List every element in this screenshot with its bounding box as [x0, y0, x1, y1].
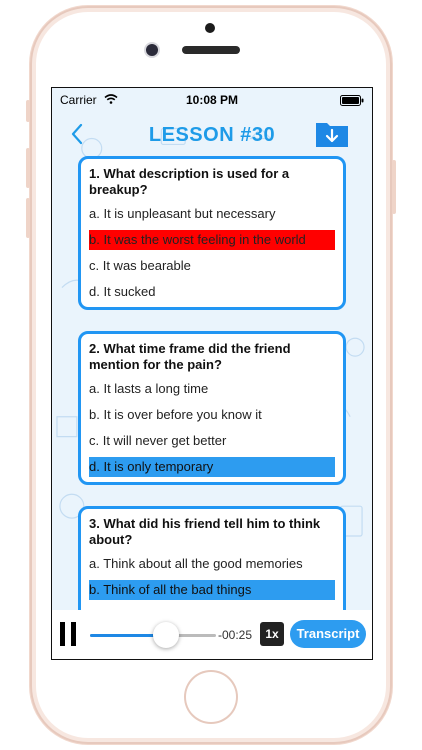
question-text: 3. What did his friend tell him to think about?	[89, 516, 321, 547]
playback-speed-button[interactable]: 1x	[260, 622, 284, 646]
question-card-1	[78, 156, 346, 310]
answer-option-b[interactable]: b. It is over before you know it	[89, 407, 262, 422]
front-camera	[146, 44, 158, 56]
answer-option-d[interactable]: d. It sucked	[89, 284, 156, 299]
mute-switch	[26, 100, 30, 122]
home-button[interactable]	[184, 670, 238, 724]
nav-bar	[52, 114, 372, 154]
answer-option-b-correct[interactable]: b. Think of all the bad things	[89, 580, 335, 600]
answer-option-a[interactable]: a. It lasts a long time	[89, 381, 209, 396]
power-button	[392, 160, 396, 214]
app-screen	[51, 87, 373, 660]
audio-player-bar	[52, 610, 372, 660]
battery-icon	[340, 95, 364, 106]
transcript-button[interactable]: Transcript	[290, 620, 366, 648]
folder-download-icon[interactable]	[314, 119, 350, 149]
question-text: 2. What time frame did the friend mention for the pain?	[89, 341, 291, 372]
time-remaining: -00:25	[218, 628, 253, 642]
answer-option-b-wrong[interactable]: b. It was the worst feeling in the world	[89, 230, 335, 250]
question-card-2	[78, 331, 346, 485]
earpiece-speaker	[182, 46, 240, 54]
progress-track[interactable]	[90, 634, 216, 637]
clock: 10:08 PM	[185, 93, 239, 107]
volume-down-button	[26, 198, 30, 238]
answer-option-d-correct[interactable]: d. It is only temporary	[89, 457, 335, 477]
question-text: 1. What description is used for a breakup?	[89, 166, 290, 197]
lesson-title: LESSON #30	[148, 124, 276, 146]
answer-option-c[interactable]: c. It was bearable	[89, 258, 191, 273]
progress-knob[interactable]	[153, 622, 179, 648]
pause-icon[interactable]	[60, 622, 78, 646]
carrier-label: Carrier	[60, 93, 97, 107]
answer-option-a[interactable]: a. It is unpleasant but necessary	[89, 206, 276, 221]
status-bar	[52, 88, 372, 112]
volume-up-button	[26, 148, 30, 188]
proximity-sensor	[205, 23, 215, 33]
answer-option-c[interactable]: c. It will never get better	[89, 433, 227, 448]
answer-option-a[interactable]: a. Think about all the good memories	[89, 556, 303, 571]
